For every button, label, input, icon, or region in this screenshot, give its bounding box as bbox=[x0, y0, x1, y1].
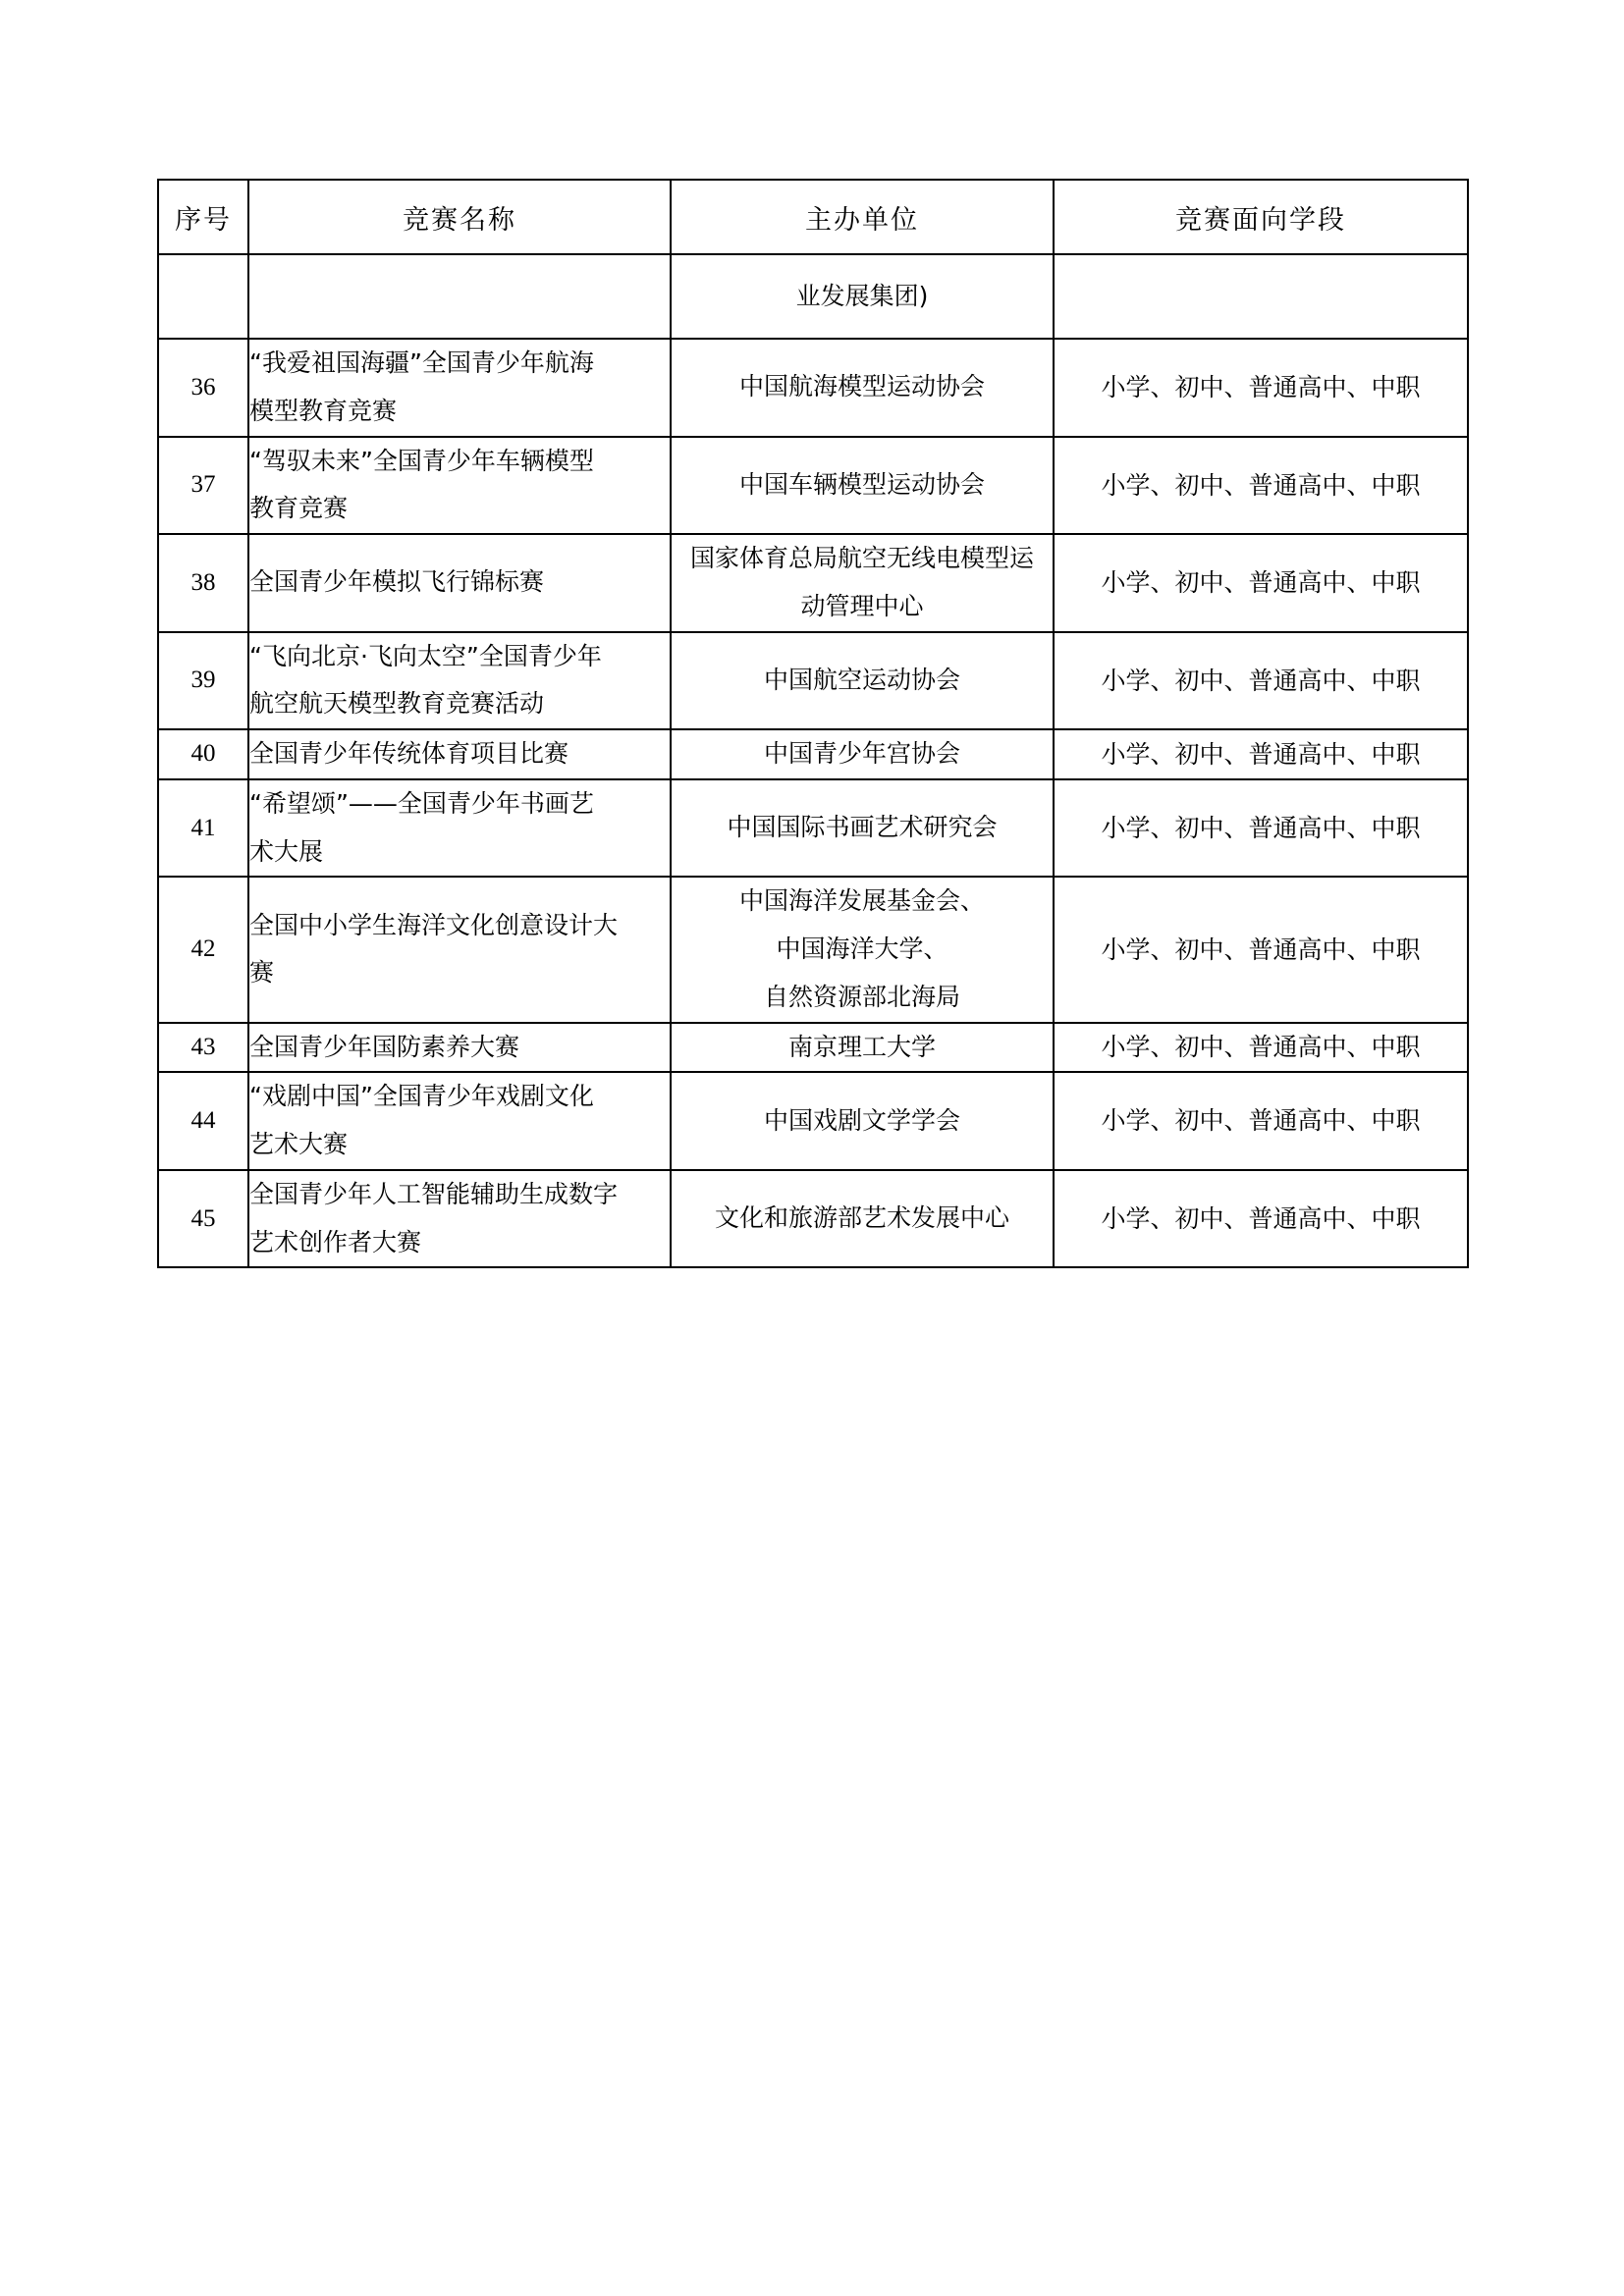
cell-no: 41 bbox=[158, 779, 248, 878]
table-row bbox=[158, 729, 1468, 779]
cell-stage bbox=[1054, 254, 1468, 339]
cell-org-line: 中国航海模型运动协会 bbox=[738, 372, 985, 401]
cell-org-line: 文化和旅游部艺术发展中心 bbox=[714, 1203, 1009, 1233]
table-row bbox=[158, 339, 1468, 437]
table-row bbox=[158, 534, 1468, 632]
cell-name bbox=[248, 729, 671, 779]
cell-org-line: 中国戏剧文学学会 bbox=[763, 1105, 960, 1135]
cell-name bbox=[248, 779, 671, 878]
header-label-no: 序号 bbox=[175, 204, 232, 235]
cell-org-line: 国家体育总局航空无线电模型运 bbox=[689, 544, 1034, 572]
cell-name bbox=[248, 254, 671, 339]
cell-org-line: 中国海洋发展基金会、 bbox=[738, 886, 985, 916]
cell-org-line: 中国国际书画艺术研究会 bbox=[727, 813, 998, 842]
table-row bbox=[158, 1170, 1468, 1268]
cell-name-line: 模型教育竞赛 bbox=[249, 396, 398, 425]
cell-stage: 小学、初中、普通高中、中职 bbox=[1054, 339, 1468, 437]
cell-org bbox=[671, 779, 1054, 878]
cell-no: 44 bbox=[158, 1072, 248, 1170]
table-row bbox=[158, 437, 1468, 535]
cell-stage: 小学、初中、普通高中、中职 bbox=[1054, 1072, 1468, 1170]
cell-name bbox=[248, 437, 671, 535]
cell-org-line: 中国青少年宫协会 bbox=[763, 739, 960, 768]
cell-name-line: 全国青少年传统体育项目比赛 bbox=[249, 739, 569, 768]
cell-name bbox=[248, 1072, 671, 1170]
table-row bbox=[158, 1072, 1468, 1170]
cell-stage: 小学、初中、普通高中、中职 bbox=[1054, 729, 1468, 779]
cell-org: 业发展集团) bbox=[671, 254, 1054, 339]
cell-no: 36 bbox=[158, 339, 248, 437]
cell-org bbox=[671, 339, 1054, 437]
cell-name-line: “驾驭未来”全国青少年车辆模型 bbox=[249, 446, 594, 475]
cell-name-line: 全国青少年国防素养大赛 bbox=[249, 1032, 520, 1061]
table-row bbox=[158, 632, 1468, 730]
cell-name bbox=[248, 877, 671, 1022]
cell-name-line: 航空航天模型教育竞赛活动 bbox=[249, 689, 545, 719]
cell-name bbox=[248, 534, 671, 632]
cell-no: 42 bbox=[158, 877, 248, 1022]
competition-table bbox=[157, 179, 1469, 1268]
cell-org-line: 中国海洋大学、 bbox=[776, 934, 948, 963]
cell-org bbox=[671, 1170, 1054, 1268]
cell-org bbox=[671, 729, 1054, 779]
cell-stage: 小学、初中、普通高中、中职 bbox=[1054, 877, 1468, 1022]
cell-org bbox=[671, 1072, 1054, 1170]
cell-name-line: 术大展 bbox=[249, 836, 324, 866]
cell-name-line: 艺术大赛 bbox=[249, 1130, 349, 1158]
cell-name bbox=[248, 339, 671, 437]
header-cell-no bbox=[158, 180, 248, 254]
cell-no: 45 bbox=[158, 1170, 248, 1268]
cell-org-line: 动管理中心 bbox=[800, 591, 924, 620]
cell-org-line: 中国航空运动协会 bbox=[763, 665, 960, 694]
table-row bbox=[158, 1023, 1468, 1073]
cell-stage: 小学、初中、普通高中、中职 bbox=[1054, 1023, 1468, 1073]
cell-no: 38 bbox=[158, 534, 248, 632]
table-header-row bbox=[158, 180, 1468, 254]
cell-stage: 小学、初中、普通高中、中职 bbox=[1054, 632, 1468, 730]
header-label-org: 主办单位 bbox=[805, 204, 919, 235]
cell-no: 39 bbox=[158, 632, 248, 730]
header-label-name: 竞赛名称 bbox=[403, 204, 516, 235]
header-cell-stage bbox=[1054, 180, 1468, 254]
table-row-continued bbox=[158, 254, 1468, 339]
cell-stage: 小学、初中、普通高中、中职 bbox=[1054, 1170, 1468, 1268]
cell-name-line: “希望颂”——全国青少年书画艺 bbox=[249, 788, 594, 818]
header-cell-org bbox=[671, 180, 1054, 254]
cell-no: 43 bbox=[158, 1023, 248, 1073]
cell-name-line: 艺术创作者大赛 bbox=[249, 1227, 422, 1256]
table-body bbox=[158, 254, 1468, 1267]
table-row bbox=[158, 877, 1468, 1022]
cell-no bbox=[158, 254, 248, 339]
cell-name bbox=[248, 1023, 671, 1073]
cell-name-line: 全国中小学生海洋文化创意设计大 bbox=[249, 910, 619, 939]
cell-name-line: “飞向北京·飞向太空”全国青少年 bbox=[249, 641, 602, 670]
table-header bbox=[158, 180, 1468, 254]
cell-stage: 小学、初中、普通高中、中职 bbox=[1054, 437, 1468, 535]
cell-org-line: 中国车辆模型运动协会 bbox=[738, 469, 985, 499]
cell-name-line: “我爱祖国海疆”全国青少年航海 bbox=[249, 348, 594, 377]
cell-name-line: 全国青少年人工智能辅助生成数字 bbox=[249, 1179, 619, 1208]
cell-stage: 小学、初中、普通高中、中职 bbox=[1054, 534, 1468, 632]
cell-name bbox=[248, 1170, 671, 1268]
cell-org bbox=[671, 437, 1054, 535]
table-row bbox=[158, 779, 1468, 878]
cell-org-line: 南京理工大学 bbox=[787, 1032, 936, 1061]
cell-name bbox=[248, 632, 671, 730]
cell-name-line: 全国青少年模拟飞行锦标赛 bbox=[249, 567, 545, 597]
cell-org bbox=[671, 632, 1054, 730]
cell-no: 37 bbox=[158, 437, 248, 535]
cell-org bbox=[671, 877, 1054, 1022]
cell-org-line: 自然资源部北海局 bbox=[763, 982, 960, 1011]
cell-name-line: 教育竞赛 bbox=[249, 494, 349, 523]
header-cell-name bbox=[248, 180, 671, 254]
cell-no: 40 bbox=[158, 729, 248, 779]
header-label-stage: 竞赛面向学段 bbox=[1175, 204, 1346, 235]
cell-stage: 小学、初中、普通高中、中职 bbox=[1054, 779, 1468, 878]
cell-name-line: 赛 bbox=[249, 958, 275, 988]
cell-name-line: “戏剧中国”全国青少年戏剧文化 bbox=[249, 1082, 594, 1111]
cell-org bbox=[671, 534, 1054, 632]
cell-org bbox=[671, 1023, 1054, 1073]
